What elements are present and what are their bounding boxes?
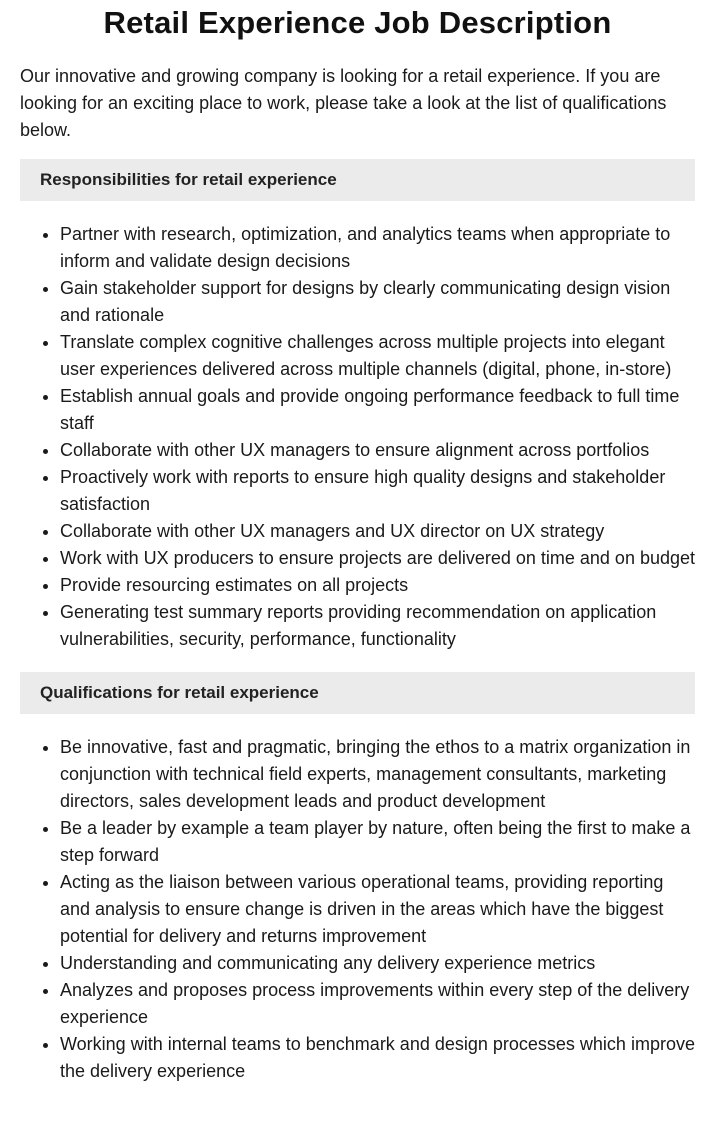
list-item: • Acting as the liaison between various operational teams, providing reporting and analysis to ensure change is driven in the areas which have the biggest potential for delivery and returns improvement	[60, 869, 695, 950]
list-item: • Provide resourcing estimates on all projects	[60, 572, 695, 599]
list-item: • Be innovative, fast and pragmatic, bringing the ethos to a matrix organization in conjunction with technical field experts, management consultants, marketing directors, sales development leads and product development	[60, 734, 695, 815]
list-item: • Proactively work with reports to ensure high quality designs and stakeholder satisfaction	[60, 464, 695, 518]
list-item: • Establish annual goals and provide ongoing performance feedback to full time staff	[60, 383, 695, 437]
list-item: • Partner with research, optimization, and analytics teams when appropriate to inform and validate design decisions	[60, 221, 695, 275]
responsibilities-heading: Responsibilities for retail experience	[20, 159, 695, 201]
list-item: • Be a leader by example a team player by nature, often being the first to make a step forward	[60, 815, 695, 869]
list-item: • Translate complex cognitive challenges across multiple projects into elegant user experiences delivered across multiple channels (digital, phone, in-store)	[60, 329, 695, 383]
list-item: • Work with UX producers to ensure projects are delivered on time and on budget	[60, 545, 695, 572]
page-title: Retail Experience Job Description	[103, 5, 612, 40]
list-item: • Gain stakeholder support for designs by clearly communicating design vision and rationale	[60, 275, 695, 329]
list-item: • Understanding and communicating any delivery experience metrics	[60, 950, 695, 977]
list-item: • Collaborate with other UX managers and UX director on UX strategy	[60, 518, 695, 545]
list-item: • Analyzes and proposes process improvements within every step of the delivery experience	[60, 977, 695, 1031]
list-item: • Generating test summary reports providing recommendation on application vulnerabilities, security, performance, functionality	[60, 599, 695, 653]
intro-paragraph: Our innovative and growing company is looking for a retail experience. If you are looking for an exciting place to work, please take a look at the list of qualifications below.	[20, 66, 667, 140]
responsibilities-list	[20, 221, 695, 653]
qualifications-heading: Qualifications for retail experience	[20, 672, 695, 714]
list-item: • Working with internal teams to benchmark and design processes which improve the delivery experience	[60, 1031, 695, 1085]
list-item: • Collaborate with other UX managers to ensure alignment across portfolios	[60, 437, 695, 464]
qualifications-list	[20, 734, 695, 1085]
